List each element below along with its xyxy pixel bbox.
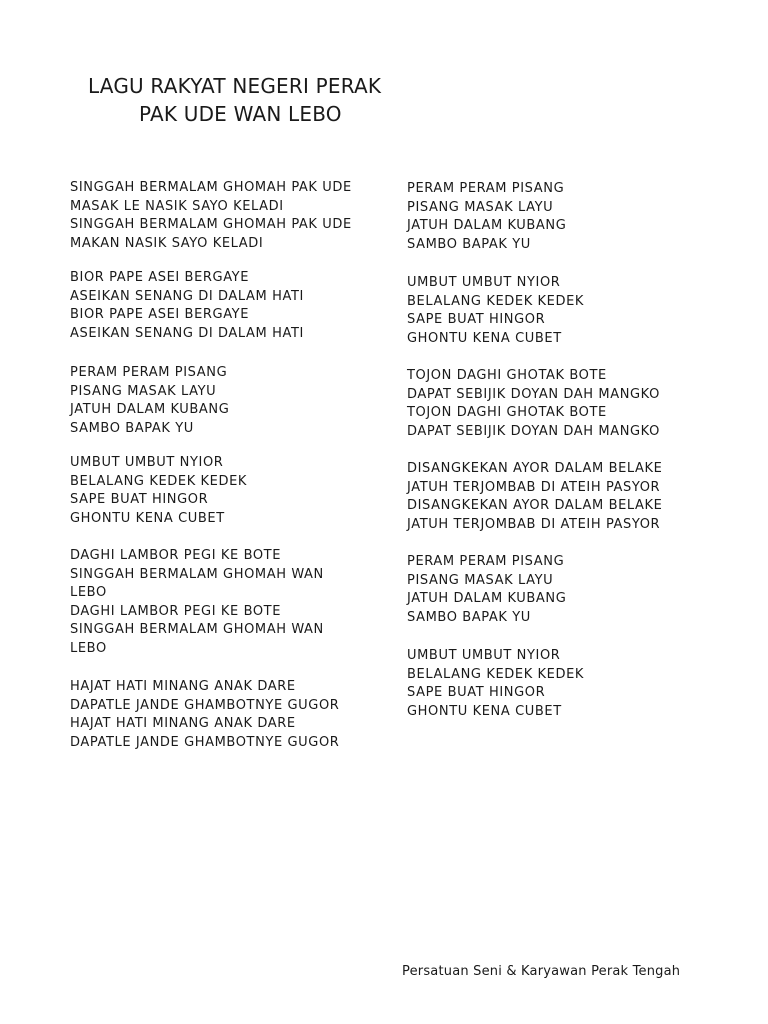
lyric-line: DAPAT SEBIJIK DOYAN DAH MANGKO <box>407 386 660 402</box>
lyric-line: GHONTU KENA CUBET <box>407 703 562 719</box>
lyric-line: TOJON DAGHI GHOTAK BOTE <box>407 368 607 383</box>
song-title: PAK UDE WAN LEBO <box>139 102 342 126</box>
lyric-line: LEBO <box>70 585 107 601</box>
lyric-line: PERAM PERAM PISANG <box>407 181 565 196</box>
lyric-line: ASEIKAN SENANG DI DALAM HATI <box>70 288 304 304</box>
lyric-line: JATUH DALAM KUBANG <box>407 591 567 607</box>
lyric-line: SAPE BUAT HINGOR <box>407 312 546 328</box>
lyric-line: UMBUT UMBUT NYIOR <box>70 455 224 470</box>
lyric-line: PISANG MASAK LAYU <box>407 199 554 215</box>
stanza <box>70 678 339 752</box>
stanza <box>407 460 663 534</box>
lyric-line: SINGGAH BERMALAM GHOMAH PAK UDE <box>70 180 352 195</box>
lyric-line: DISANGKEKAN AYOR DALAM BELAKE <box>407 498 663 514</box>
lyric-line: GHONTU KENA CUBET <box>70 510 225 526</box>
lyric-line: LEBO <box>70 640 107 656</box>
stanza <box>70 179 352 253</box>
stanza <box>407 647 584 721</box>
lyric-line: PERAM PERAM PISANG <box>70 365 228 380</box>
lyric-line: SAMBO BAPAK YU <box>407 609 531 625</box>
lyric-line: JATUH TERJOMBAB DI ATEIH PASYOR <box>407 479 661 495</box>
footer-credit: Persatuan Seni & Karyawan Perak Tengah <box>402 964 681 979</box>
lyric-line: SAPE BUAT HINGOR <box>70 492 209 508</box>
lyric-line: BIOR PAPE ASEI BERGAYE <box>70 270 250 285</box>
lyric-line: DAGHI LAMBOR PEGI KE BOTE <box>70 603 282 619</box>
lyric-line: DAPATLE JANDE GHAMBOTNYE GUGOR <box>70 734 340 750</box>
stanza <box>70 454 247 528</box>
stanza <box>407 367 660 441</box>
lyric-line: HAJAT HATI MINANG ANAK DARE <box>70 679 296 694</box>
lyric-line: UMBUT UMBUT NYIOR <box>407 275 561 290</box>
lyric-line: JATUH DALAM KUBANG <box>70 402 230 418</box>
stanza <box>407 180 566 254</box>
lyric-line: SAMBO BAPAK YU <box>407 236 531 252</box>
lyric-line: DISANGKEKAN AYOR DALAM BELAKE <box>407 461 663 476</box>
lyric-line: PISANG MASAK LAYU <box>407 572 554 588</box>
stanza <box>70 269 304 343</box>
lyric-line: SINGGAH BERMALAM GHOMAH WAN <box>70 566 324 582</box>
lyric-line: BELALANG KEDEK KEDEK <box>407 666 585 682</box>
lyric-line: MAKAN NASIK SAYO KELADI <box>70 235 264 251</box>
lyric-line: BELALANG KEDEK KEDEK <box>407 293 585 309</box>
lyric-line: SAPE BUAT HINGOR <box>407 685 546 701</box>
lyric-line: DAPATLE JANDE GHAMBOTNYE GUGOR <box>70 697 340 713</box>
stanza <box>407 553 566 627</box>
lyric-line: PISANG MASAK LAYU <box>70 383 217 399</box>
stanza <box>70 364 229 438</box>
lyric-line: SAMBO BAPAK YU <box>70 420 194 436</box>
stanza <box>70 547 324 659</box>
lyric-line: TOJON DAGHI GHOTAK BOTE <box>407 405 607 421</box>
title-line-1: LAGU RAKYAT NEGERI PERAK <box>88 74 382 98</box>
lyric-line: BELALANG KEDEK KEDEK <box>70 473 248 489</box>
lyric-line: SINGGAH BERMALAM GHOMAH PAK UDE <box>70 217 352 233</box>
lyric-line: ASEIKAN SENANG DI DALAM HATI <box>70 325 304 341</box>
lyric-line: DAGHI LAMBOR PEGI KE BOTE <box>70 548 282 563</box>
lyric-line: DAPAT SEBIJIK DOYAN DAH MANGKO <box>407 423 660 439</box>
lyric-line: UMBUT UMBUT NYIOR <box>407 648 561 663</box>
lyric-line: JATUH TERJOMBAB DI ATEIH PASYOR <box>407 516 661 532</box>
lyric-line: PERAM PERAM PISANG <box>407 554 565 569</box>
lyric-line: HAJAT HATI MINANG ANAK DARE <box>70 716 296 732</box>
lyric-line: MASAK LE NASIK SAYO KELADI <box>70 198 284 214</box>
stanza <box>407 274 584 348</box>
lyric-line: GHONTU KENA CUBET <box>407 330 562 346</box>
lyric-line: BIOR PAPE ASEI BERGAYE <box>70 307 250 323</box>
lyric-line: SINGGAH BERMALAM GHOMAH WAN <box>70 622 324 638</box>
lyric-line: JATUH DALAM KUBANG <box>407 218 567 234</box>
